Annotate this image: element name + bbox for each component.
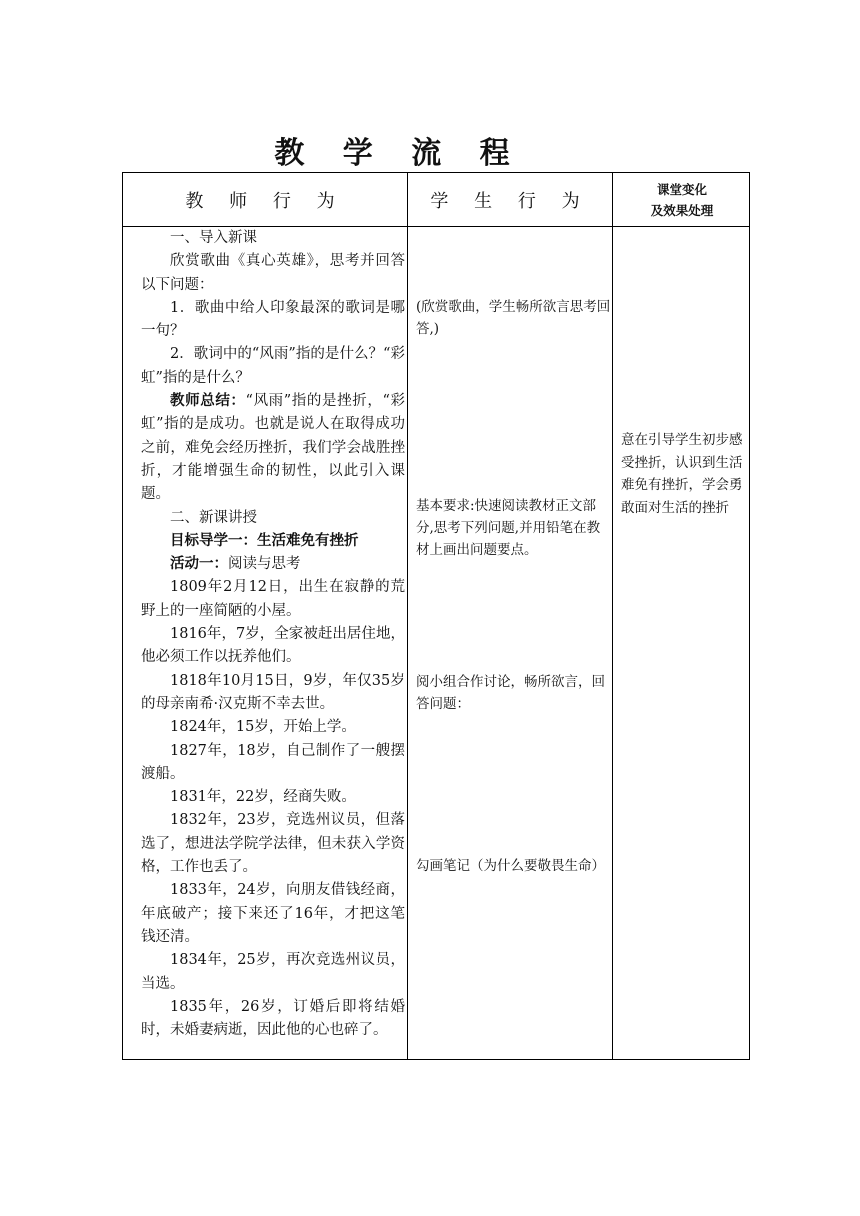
teacher-line: 2．歌词中的“风雨”指的是什么？“彩虹”指的是什么？ bbox=[141, 346, 405, 386]
activity-label: 活动一： bbox=[170, 556, 228, 573]
teacher-behavior-column bbox=[141, 227, 405, 1042]
student-note: 基本要求:快速阅读教材正文部分,思考下列问题,并用铅笔在教材上画出问题要点。 bbox=[416, 498, 601, 558]
timeline-item: 1833年，24岁，向朋友借钱经商，年底破产；接下来还了16年，才把这笔钱还清。 bbox=[141, 882, 405, 945]
teaching-process-table bbox=[122, 172, 750, 1060]
header-teacher-behavior: 教 师 行 为 bbox=[185, 190, 345, 212]
teacher-activity bbox=[141, 553, 405, 576]
timeline-item: 1831年，22岁，经商失败。 bbox=[170, 789, 356, 806]
timeline-item: 1832年，23岁，竞选州议员，但落选了，想进法学院学法律，但未获入学资格，工作也丢了。 bbox=[141, 812, 405, 876]
teacher-line: 1．歌曲中给人印象最深的歌词是哪一句？ bbox=[141, 299, 405, 340]
timeline-item: 1824年，15岁，开始上学。 bbox=[170, 719, 356, 736]
timeline-item: 1818年10月15日，9岁，年仅35岁的母亲南希·汉克斯不幸去世。 bbox=[141, 672, 405, 712]
teacher-line: 一、导入新课 bbox=[170, 230, 257, 246]
teacher-summary bbox=[141, 390, 405, 506]
page-title: 教 学 流 程 bbox=[274, 136, 524, 171]
header-effect-line1: 课堂变化 bbox=[656, 181, 707, 197]
header-effect-handling bbox=[613, 173, 751, 226]
column-divider bbox=[407, 173, 408, 1059]
column-divider bbox=[612, 173, 613, 1059]
teacher-line: 二、新课讲授 bbox=[170, 509, 257, 526]
timeline-item: 1827年，18岁，自己制作了一艘摆渡船。 bbox=[141, 742, 405, 782]
timeline-item: 1835年，26岁，订婚后即将结婚时，未婚妻病逝，因此他的心也碎了。 bbox=[141, 998, 405, 1039]
teacher-line: 欣赏歌曲《真心英雄》，思考并回答以下问题： bbox=[141, 253, 405, 293]
header-effect-line2: 及效果处理 bbox=[650, 202, 714, 218]
activity-text: 阅读与思考 bbox=[228, 556, 301, 573]
teacher-goal-heading: 目标导学一：生活难免有挫折 bbox=[170, 532, 359, 549]
teacher-summary-text: “风雨”指的是挫折，“彩虹”指的是成功。也就是说人在取得成功之前，难免会经历挫折，我们学会战胜挫折，才能增强生命的韧性，以此引入课题。 bbox=[141, 393, 405, 503]
teacher-summary-label: 教师总结： bbox=[170, 393, 246, 410]
timeline-item: 1834年，25岁，再次竞选州议员，当选。 bbox=[141, 952, 405, 992]
student-note: 勾画笔记（为什么要敬畏生命） bbox=[416, 858, 605, 874]
header-student-behavior: 学 生 行 为 bbox=[430, 190, 590, 212]
timeline-item: 1809年2月12日，出生在寂静的荒野上的一座简陋的小屋。 bbox=[141, 579, 405, 619]
student-note: (欣赏歌曲，学生畅所欲言思考回答,) bbox=[416, 299, 611, 337]
timeline-item: 1816年，7岁，全家被赶出居住地，他必须工作以抚养他们。 bbox=[141, 626, 405, 666]
effect-note: 意在引导学生初步感受挫折，认识到生活难免有挫折，学会勇敢面对生活的挫折 bbox=[621, 432, 743, 516]
student-note: 阅小组合作讨论，畅所欲言，回答问题： bbox=[416, 674, 605, 712]
